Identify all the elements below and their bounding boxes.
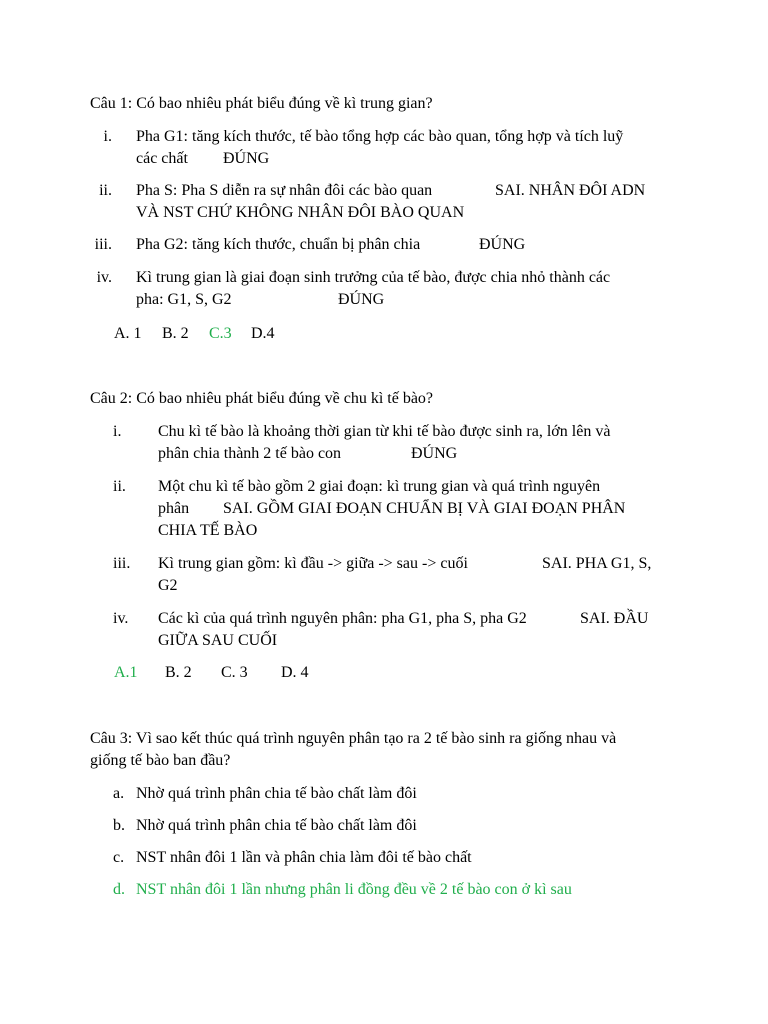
q1-statement-verdict: SAI. NHÂN ĐÔI ADN <box>495 182 646 199</box>
q2-statement-verdict-cont: GIỮA SAU CUỐI <box>158 632 278 649</box>
q2-statement-number: ii. <box>113 478 126 495</box>
q2-statement-verdict: SAI. ĐẦU <box>580 610 649 627</box>
question-2-title: Câu 2: Có bao nhiêu phát biểu đúng về chu kì tế bào? <box>90 390 434 407</box>
q2-statement-text: Chu kì tế bào là khoảng thời gian từ khi tế bào được sinh ra, lớn lên và <box>158 423 611 440</box>
q3-option-label: c. <box>113 849 125 866</box>
q2-statement-verdict: SAI. GỒM GIAI ĐOẠN CHUẨN BỊ VÀ GIAI ĐOẠN PHÂN <box>223 500 626 517</box>
q1-statement-text-cont: các chất <box>136 150 188 167</box>
question-1-title: Câu 1: Có bao nhiêu phát biểu đúng về kì trung gian? <box>90 95 433 112</box>
q1-statement-number: ii. <box>99 182 112 199</box>
q1-statement-verdict: ĐÚNG <box>479 236 526 253</box>
q2-statement-number: i. <box>113 423 122 440</box>
q3-option-label: b. <box>113 817 125 834</box>
q1-statement-verdict-cont: VÀ NST CHỨ KHÔNG NHÂN ĐÔI BÀO QUAN <box>136 204 465 221</box>
q2-statement-verdict-cont: G2 <box>158 577 178 594</box>
q2-statement-verdict: SAI. PHA G1, S, <box>542 555 652 572</box>
q1-statement-text: Kì trung gian là giai đoạn sinh trưởng của tế bào, được chia nhỏ thành các <box>136 269 611 286</box>
q2-statement-verdict-cont: CHIA TẾ BÀO <box>158 522 258 539</box>
q2-statement-number: iii. <box>113 555 131 572</box>
q2-option-a-correct: A.1 <box>114 664 138 681</box>
q2-statement-text: Kì trung gian gồm: kì đầu -> giữa -> sau -> cuối <box>158 555 468 572</box>
q3-option-text: Nhờ quá trình phân chia tế bào chất làm đôi <box>136 785 417 802</box>
q3-option-label: a. <box>113 785 125 802</box>
q2-statement-text: Một chu kì tế bào gồm 2 giai đoạn: kì trung gian và quá trình nguyên <box>158 478 601 495</box>
q1-statement-number: iv. <box>96 269 112 286</box>
q2-option-d: D. 4 <box>281 664 309 681</box>
q1-statement-text: Pha G2: tăng kích thước, chuẩn bị phân chia <box>136 236 421 253</box>
q1-statement-verdict: ĐÚNG <box>338 291 385 308</box>
q3-option-text: NST nhân đôi 1 lần và phân chia làm đôi tế bào chất <box>136 849 472 866</box>
q1-statement-text: Pha G1: tăng kích thước, tế bào tổng hợp các bào quan, tổng hợp và tích luỹ <box>136 128 624 145</box>
q2-statement-text-cont: phân chia thành 2 tế bào con <box>158 445 342 462</box>
q1-option-a: A. 1 <box>114 325 142 342</box>
question-3-title: Câu 3: Vì sao kết thúc quá trình nguyên phân tạo ra 2 tế bào sinh ra giống nhau và <box>90 730 617 747</box>
question-3-title-cont: giống tế bào ban đầu? <box>90 752 231 769</box>
q3-option-label: d. <box>113 881 125 898</box>
q2-option-b: B. 2 <box>165 664 192 681</box>
q1-statement-number: i. <box>103 128 112 145</box>
q1-statement-number: iii. <box>94 236 112 253</box>
q3-option-text: NST nhân đôi 1 lần nhưng phân li đồng đều về 2 tế bào con ở kì sau <box>136 881 572 898</box>
q1-statement-verdict: ĐÚNG <box>223 150 270 167</box>
q1-option-c-correct: C.3 <box>209 325 232 342</box>
q2-statement-text: Các kì của quá trình nguyên phân: pha G1, pha S, pha G2 <box>158 610 527 627</box>
q1-option-d: D.4 <box>251 325 275 342</box>
q1-option-b: B. 2 <box>162 325 189 342</box>
q1-statement-text: Pha S: Pha S diễn ra sự nhân đôi các bào quan <box>136 182 433 199</box>
q1-statement-text-cont: pha: G1, S, G2 <box>136 291 232 308</box>
q2-statement-text-cont: phân <box>158 500 190 517</box>
q3-option-text: Nhờ quá trình phân chia tế bào chất làm đôi <box>136 817 417 834</box>
q2-statement-number: iv. <box>113 610 129 627</box>
q2-option-c: C. 3 <box>221 664 248 681</box>
q2-statement-verdict: ĐÚNG <box>411 445 458 462</box>
